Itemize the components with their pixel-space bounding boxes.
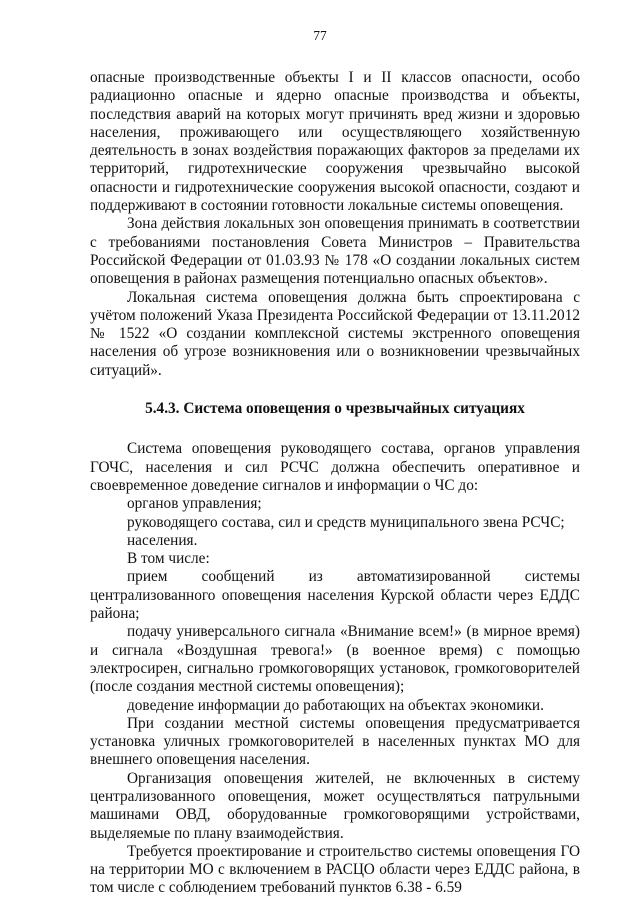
page-number: 77 [313, 28, 327, 43]
paragraph-patrol-notification: Организация оповещения жителей, не включенных в систему централизованного оповещения, может осуществляться патрульными машинами ОВД, оборудованные громкоговорящими устройствами, выделяемые по плану взаимодействия. [90, 769, 580, 842]
including-label: В том числе: [127, 550, 210, 568]
paragraph-hazard-objects: опасные производственные объекты I и II классов опасности, особо радиационно опасные и ядерно опасные производства и объекты, последствия аварий на которых могут причинять вред жизни и здоровью населения, проживающего или осуществляющего хозяйственную деятельность в зонах воздействия поражающих факторов за пределами их территорий, гидротехнические сооружения чрезвычайно высокой опасности и гидротехнические сооружения высокой опасности, создают и поддерживают в состоянии готовности локальные системы оповещения. [90, 69, 580, 215]
paragraph-local-zones: Зона действия локальных зон оповещения принимать в соответствии с требованиями постановления Совета Министров – Правительства Российской Федерации от 01.03.93 № 178 «О создании локальных систем оповещения в районах размещения потенциально опасных объектов». [90, 215, 580, 288]
paragraph-local-system-design: Локальная система оповещения должна быть спроектирована с учётом положений Указа Президента Российской Федерации от 13.11.2012 № 1522 «О создании комплексной системы экстренного оповещения населения об угрозе возникновения или о возникновении чрезвычайных ситуаций». [90, 288, 580, 379]
list-item: органов управления; [127, 495, 262, 513]
including-item: прием сообщений из автоматизированной системы централизованного оповещения населения Курской области через ЕДДС района; [90, 568, 580, 623]
including-item: подачу универсального сигнала «Внимание всем!» (в мирное время) и сигнала «Воздушная тревога!» (в военное время) с помощью электросирен, сигнально громкоговорящих установок, громкоговорителей (после создания местной системы оповещения); [90, 623, 580, 696]
paragraph-system-intro: Система оповещения руководящего состава, органов управления ГОЧС, населения и сил РСЧС должна обеспечить оперативное и своевременное доведение сигналов и информации о ЧС до: [90, 440, 580, 494]
including-item: доведение информации до работающих на объектах экономики. [127, 696, 544, 714]
section-heading: 5.4.3. Система оповещения о чрезвычайных ситуациях [145, 400, 525, 418]
paragraph-design-requirement: Требуется проектирование и строительство системы оповещения ГО на территории МО с включением в РАСЦО области через ЕДДС района, в том числе с соблюдением требований пунктов 6.38 - 6.59 [90, 842, 580, 897]
list-item: руководящего состава, сил и средств муниципального звена РСЧС; [127, 513, 565, 531]
page-body [90, 69, 580, 898]
paragraph-street-speakers: При создании местной системы оповещения предусматривается установка уличных громкоговорителей в населенных пунктах МО для внешнего оповещения населения. [90, 714, 580, 769]
list-item: населения. [127, 531, 198, 549]
